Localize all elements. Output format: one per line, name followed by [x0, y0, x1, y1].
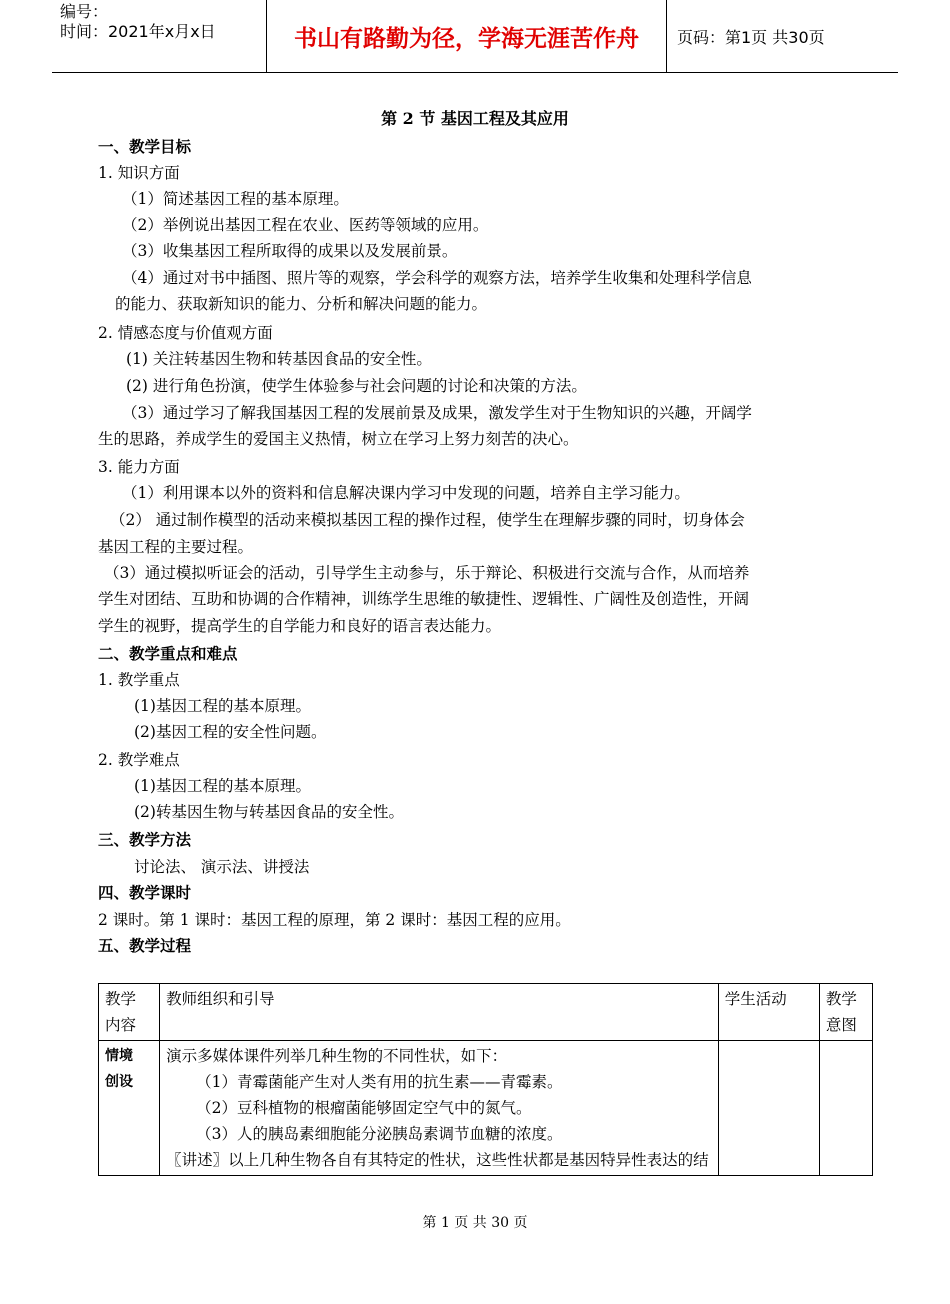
body-line: 的能力、获取新知识的能力、分析和解决问题的能力。: [115, 295, 488, 313]
body-line: 3. 能力方面: [98, 458, 180, 476]
header-cell-content: 教学 内容: [99, 984, 160, 1041]
section-title: 第 2 节 基因工程及其应用: [381, 109, 569, 128]
body-line: (1)基因工程的基本原理。: [134, 777, 311, 795]
section-heading: 一、教学目标: [98, 137, 192, 156]
body-line: 2. 情感态度与价值观方面: [98, 324, 273, 342]
process-table: [98, 983, 873, 1176]
body-line: （4）通过对书中插图、照片等的观察，学会科学的观察方法，培养学生收集和处理科学信息: [122, 269, 752, 287]
body-line: （2） 通过制作模型的活动来模拟基因工程的操作过程，使学生在理解步骤的同时，切身体会: [110, 511, 745, 529]
body-line: 学生的视野，提高学生的自学能力和良好的语言表达能力。: [98, 617, 502, 635]
teacher-line: （3）人的胰岛素细胞能分泌胰岛素调节血糖的浓度。: [196, 1125, 563, 1143]
table-row: [99, 1041, 873, 1176]
header-cell-purpose: 教学 意图: [819, 984, 872, 1041]
section-heading: 四、教学课时: [98, 883, 192, 902]
row-purpose-cell: [819, 1041, 872, 1176]
body-line: 基因工程的主要过程。: [98, 538, 254, 556]
body-line: （3）收集基因工程所取得的成果以及发展前景。: [122, 242, 458, 260]
row-student-cell: [718, 1041, 819, 1176]
table-header-row: [99, 984, 873, 1041]
row-tag-cell: [99, 1041, 160, 1176]
body-line: 2 课时。第 1 课时：基因工程的原理，第 2 课时：基因工程的应用。: [98, 911, 571, 929]
body-line: (2) 进行角色扮演，使学生体验参与社会问题的讨论和决策的方法。: [126, 377, 587, 395]
time-label: 时间：2021年x月x日: [60, 22, 216, 41]
page-footer: 第 1 页 共 30 页: [422, 1215, 528, 1231]
header-cell-student: 学生活动: [718, 984, 819, 1041]
number-label: 编号：: [60, 2, 109, 21]
header-meta: [52, 0, 267, 72]
body-line: 学生对团结、互助和协调的合作精神，训练学生思维的敏捷性、逻辑性、广阔性及创造性，开阔: [98, 590, 750, 608]
teacher-line: （2）豆科植物的根瘤菌能够固定空气中的氮气。: [196, 1099, 532, 1117]
body-line: （3）通过模拟听证会的活动，引导学生主动参与，乐于辩论、积极进行交流与合作，从而培养: [104, 564, 750, 582]
body-line: 讨论法、 演示法、讲授法: [134, 858, 310, 876]
row-teacher-cell: [160, 1041, 719, 1176]
body-line: (2)转基因生物与转基因食品的安全性。: [134, 803, 404, 821]
teacher-line: （1）青霉菌能产生对人类有用的抗生素——青霉素。: [196, 1073, 563, 1091]
body-line: 生的思路，养成学生的爱国主义热情，树立在学习上努力刻苦的决心。: [98, 430, 579, 448]
body-line: 1. 教学重点: [98, 671, 180, 689]
body-line: 1. 知识方面: [98, 164, 180, 182]
body-line: (1)基因工程的基本原理。: [134, 697, 311, 715]
section-heading: 二、教学重点和难点: [98, 644, 238, 663]
body-line: (2)基因工程的安全性问题。: [134, 723, 327, 741]
body-line: （2）举例说出基因工程在农业、医药等领域的应用。: [122, 216, 489, 234]
header-page-label: 页码：第1页 共30页: [677, 27, 825, 47]
section-heading: 五、教学过程: [98, 936, 192, 955]
teacher-line: 〖讲述〗以上几种生物各自有其特定的性状，这些性状都是基因特异性表达的结: [166, 1151, 709, 1169]
body-line: （1）利用课本以外的资料和信息解决课内学习中发现的问题，培养自主学习能力。: [122, 484, 690, 502]
page-header: [52, 0, 898, 73]
body-line: (1) 关注转基因生物和转基因食品的安全性。: [126, 350, 432, 368]
body-line: （1）简述基因工程的基本原理。: [122, 190, 349, 208]
teacher-line: 演示多媒体课件列举几种生物的不同性状，如下：: [166, 1047, 508, 1065]
section-heading: 三、教学方法: [98, 830, 192, 849]
body-line: （3）通过学习了解我国基因工程的发展前景及成果，激发学生对于生物知识的兴趣，开阔学: [122, 404, 752, 422]
row-tag: 情境 创设: [105, 1048, 133, 1090]
body-line: 2. 教学难点: [98, 751, 180, 769]
header-cell-teacher: 教师组织和引导: [160, 984, 719, 1041]
header-motto: 书山有路勤为径，学海无涯苦作舟: [267, 0, 667, 72]
